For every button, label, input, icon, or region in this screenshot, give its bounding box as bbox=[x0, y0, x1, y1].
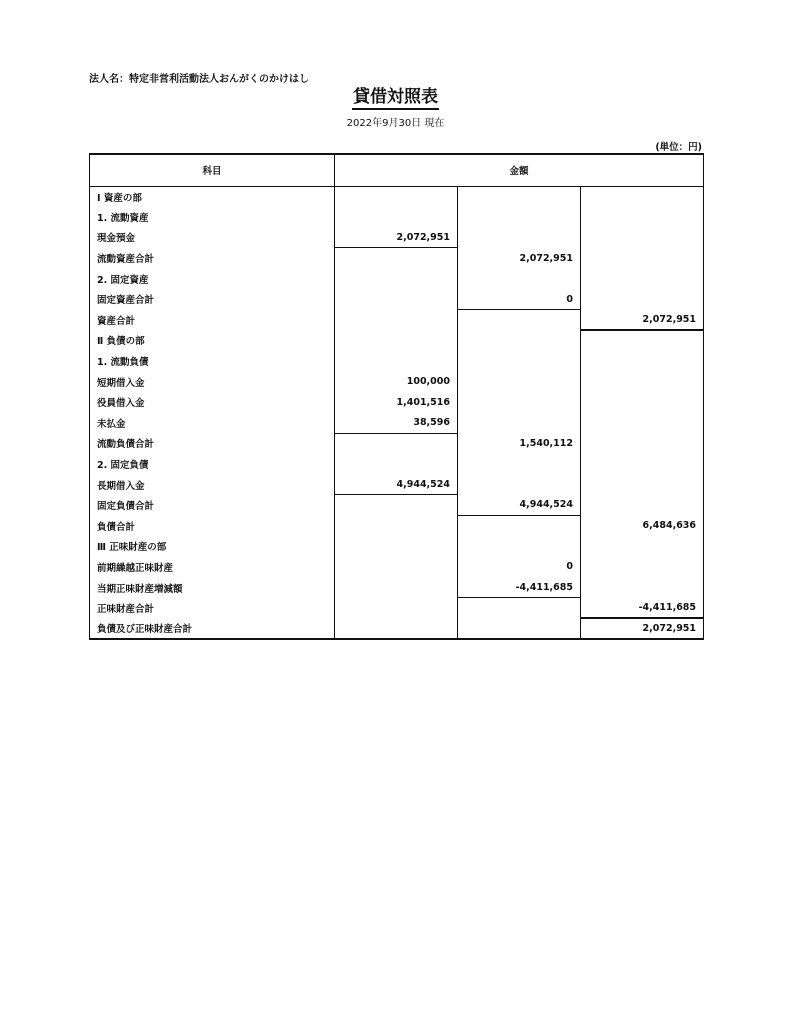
amount-cell-3 bbox=[581, 351, 704, 372]
amount-cell-3 bbox=[581, 248, 704, 269]
amount-cell-1 bbox=[335, 454, 458, 475]
amount-cell-1: 38,596 bbox=[335, 413, 458, 434]
amount-cell-1 bbox=[335, 598, 458, 619]
amount-cell-3 bbox=[581, 289, 704, 310]
table-row bbox=[90, 577, 704, 598]
amount-cell-2 bbox=[458, 268, 581, 289]
amount-cell-2: -4,411,685 bbox=[458, 577, 581, 598]
amount-cell-2 bbox=[458, 227, 581, 248]
amount-cell-1 bbox=[335, 536, 458, 557]
table-row bbox=[90, 330, 704, 351]
row-label: 固定資産合計 bbox=[90, 289, 335, 310]
row-label: 役員借入金 bbox=[90, 392, 335, 413]
amount-cell-1 bbox=[335, 433, 458, 454]
amount-cell-2 bbox=[458, 207, 581, 228]
table-row bbox=[90, 207, 704, 228]
col-header-item: 科目 bbox=[90, 154, 335, 186]
row-label: 1. 流動負債 bbox=[90, 351, 335, 372]
amount-cell-2 bbox=[458, 351, 581, 372]
amount-cell-3 bbox=[581, 474, 704, 495]
table-row bbox=[90, 392, 704, 413]
amount-cell-2 bbox=[458, 330, 581, 351]
amount-cell-1 bbox=[335, 516, 458, 537]
row-label: Ⅱ 負債の部 bbox=[90, 330, 335, 351]
amount-cell-2 bbox=[458, 474, 581, 495]
table-row bbox=[90, 248, 704, 269]
table-row bbox=[90, 536, 704, 557]
row-label: 資産合計 bbox=[90, 310, 335, 331]
amount-cell-3: 6,484,636 bbox=[581, 516, 704, 537]
amount-cell-3: -4,411,685 bbox=[581, 598, 704, 619]
amount-cell-2 bbox=[458, 186, 581, 207]
amount-cell-3 bbox=[581, 207, 704, 228]
amount-cell-1: 2,072,951 bbox=[335, 227, 458, 248]
amount-cell-3 bbox=[581, 392, 704, 413]
amount-cell-3 bbox=[581, 433, 704, 454]
amount-cell-3 bbox=[581, 330, 704, 351]
amount-cell-1: 1,401,516 bbox=[335, 392, 458, 413]
amount-cell-2: 4,944,524 bbox=[458, 495, 581, 516]
amount-cell-2 bbox=[458, 454, 581, 475]
amount-cell-1 bbox=[335, 268, 458, 289]
row-label: Ⅲ 正味財産の部 bbox=[90, 536, 335, 557]
amount-cell-3 bbox=[581, 495, 704, 516]
amount-cell-3 bbox=[581, 371, 704, 392]
amount-cell-2 bbox=[458, 598, 581, 619]
amount-cell-2: 1,540,112 bbox=[458, 433, 581, 454]
as-of-date: 2022年9月30日 現在 bbox=[346, 118, 445, 129]
table-row bbox=[90, 618, 704, 639]
row-label: 現金預金 bbox=[90, 227, 335, 248]
amount-cell-2 bbox=[458, 413, 581, 434]
table-row bbox=[90, 371, 704, 392]
amount-cell-2 bbox=[458, 618, 581, 639]
amount-cell-1 bbox=[335, 577, 458, 598]
amount-cell-1 bbox=[335, 351, 458, 372]
amount-cell-3: 2,072,951 bbox=[581, 310, 704, 331]
amount-cell-3 bbox=[581, 413, 704, 434]
row-label: 短期借入金 bbox=[90, 371, 335, 392]
amount-cell-2 bbox=[458, 392, 581, 413]
row-label: 未払金 bbox=[90, 413, 335, 434]
amount-cell-2 bbox=[458, 536, 581, 557]
amount-cell-1 bbox=[335, 330, 458, 351]
table-row bbox=[90, 454, 704, 475]
table-row bbox=[90, 289, 704, 310]
row-label: 流動資産合計 bbox=[90, 248, 335, 269]
amount-cell-2 bbox=[458, 310, 581, 331]
table-row bbox=[90, 351, 704, 372]
amount-cell-2: 2,072,951 bbox=[458, 248, 581, 269]
document-title bbox=[0, 87, 791, 107]
amount-cell-1: 100,000 bbox=[335, 371, 458, 392]
row-label: 前期繰越正味財産 bbox=[90, 557, 335, 578]
amount-cell-3 bbox=[581, 454, 704, 475]
amount-cell-2: 0 bbox=[458, 289, 581, 310]
table-row bbox=[90, 413, 704, 434]
table-row bbox=[90, 516, 704, 537]
table-row bbox=[90, 474, 704, 495]
amount-cell-1 bbox=[335, 495, 458, 516]
amount-cell-2 bbox=[458, 516, 581, 537]
row-label: 負債及び正味財産合計 bbox=[90, 618, 335, 639]
amount-cell-1 bbox=[335, 618, 458, 639]
table-row bbox=[90, 227, 704, 248]
amount-cell-1 bbox=[335, 310, 458, 331]
row-label: 負債合計 bbox=[90, 516, 335, 537]
table-header-row bbox=[90, 154, 704, 186]
unit-note: (単位：円) bbox=[655, 142, 702, 153]
amount-cell-1 bbox=[335, 557, 458, 578]
amount-cell-2 bbox=[458, 371, 581, 392]
table-row bbox=[90, 495, 704, 516]
table-row bbox=[90, 598, 704, 619]
row-label: 長期借入金 bbox=[90, 474, 335, 495]
row-label: 正味財産合計 bbox=[90, 598, 335, 619]
organization-name: 法人名：特定非営利活動法人おんがくのかけはし bbox=[89, 74, 309, 85]
amount-cell-3: 2,072,951 bbox=[581, 618, 704, 639]
amount-cell-3 bbox=[581, 536, 704, 557]
amount-cell-3 bbox=[581, 227, 704, 248]
amount-cell-1 bbox=[335, 186, 458, 207]
amount-cell-3 bbox=[581, 186, 704, 207]
row-label: 流動負債合計 bbox=[90, 433, 335, 454]
row-label: Ⅰ 資産の部 bbox=[90, 186, 335, 207]
table-row bbox=[90, 557, 704, 578]
amount-cell-2: 0 bbox=[458, 557, 581, 578]
amount-cell-1: 4,944,524 bbox=[335, 474, 458, 495]
row-label: 2. 固定負債 bbox=[90, 454, 335, 475]
balance-sheet-table bbox=[89, 153, 704, 640]
amount-cell-3 bbox=[581, 557, 704, 578]
table-row bbox=[90, 433, 704, 454]
table-row bbox=[90, 268, 704, 289]
row-label: 固定負債合計 bbox=[90, 495, 335, 516]
row-label: 1. 流動資産 bbox=[90, 207, 335, 228]
amount-cell-1 bbox=[335, 207, 458, 228]
title-text: 貸借対照表 bbox=[352, 87, 439, 110]
row-label: 当期正味財産増減額 bbox=[90, 577, 335, 598]
amount-cell-3 bbox=[581, 268, 704, 289]
amount-cell-3 bbox=[581, 577, 704, 598]
table-row bbox=[90, 186, 704, 207]
col-header-amount: 金額 bbox=[335, 154, 704, 186]
row-label: 2. 固定資産 bbox=[90, 268, 335, 289]
table-row bbox=[90, 310, 704, 331]
amount-cell-1 bbox=[335, 248, 458, 269]
amount-cell-1 bbox=[335, 289, 458, 310]
